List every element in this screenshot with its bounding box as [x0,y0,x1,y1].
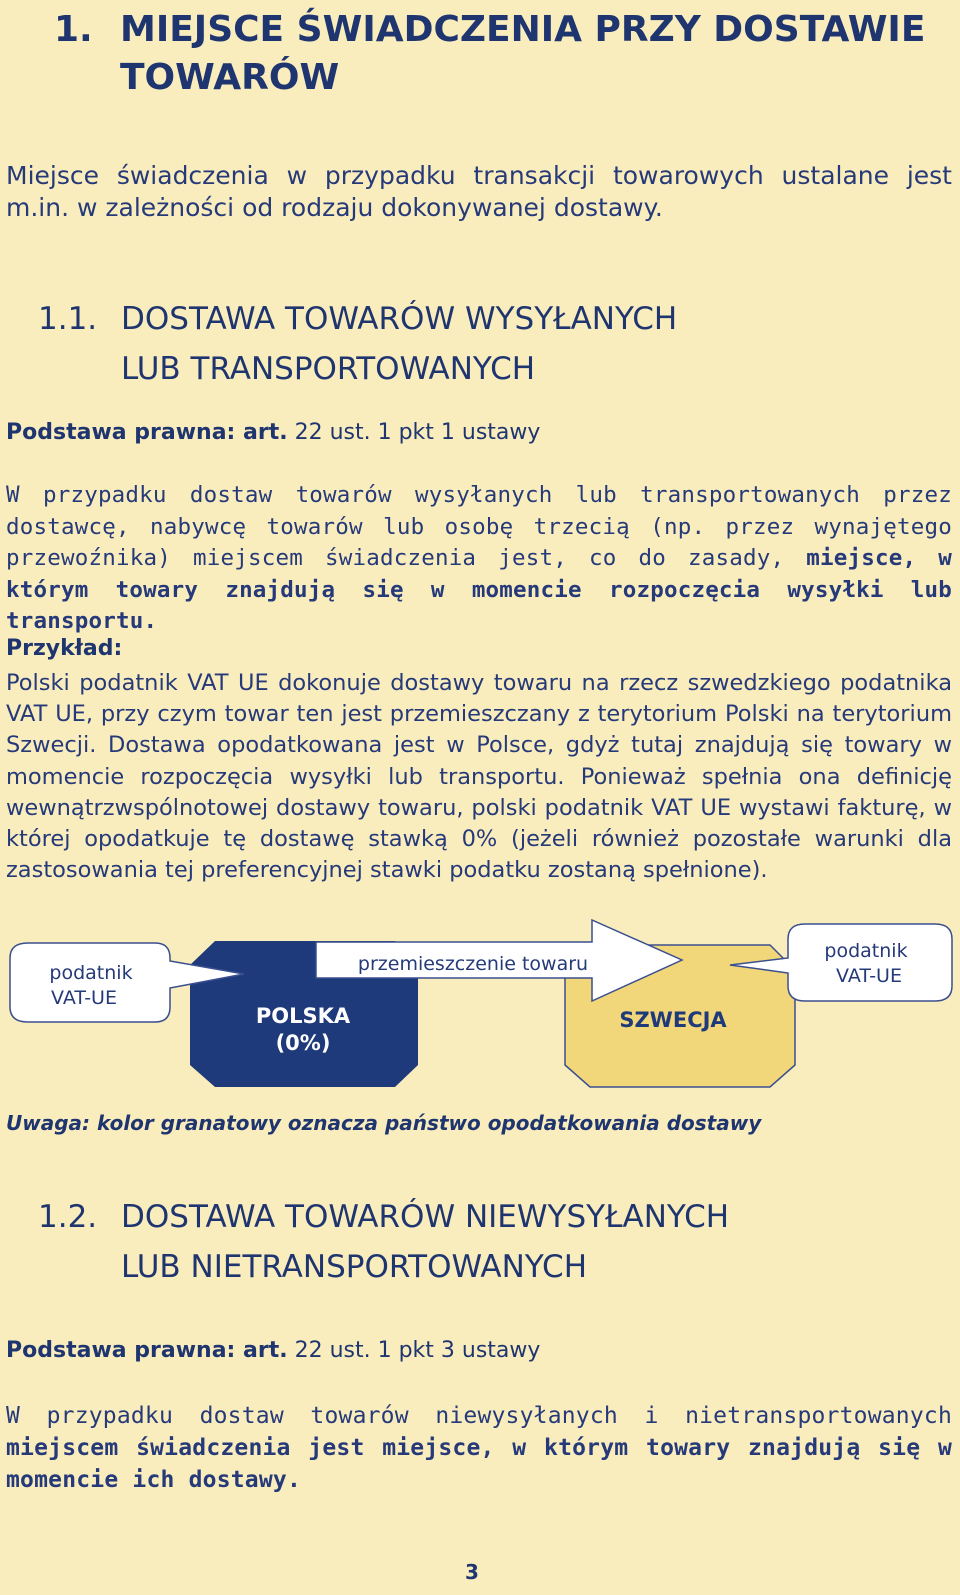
body-bold-text: miejscem świadczenia jest miejsce, w którym towary znajdują się w momencie ich dostawy. [6,1435,952,1493]
section-title-line2: LUB TRANSPORTOWANYCH [121,351,536,387]
right-bubble-line1: podatnik [824,940,908,962]
page-number: 3 [465,1560,479,1584]
legal-basis-ref: 22 ust. 1 pkt 3 ustawy [294,1338,541,1363]
section-1-1-heading [38,294,677,394]
left-bubble-line2: VAT-UE [51,987,117,1009]
intro-paragraph: Miejsce świadczenia w przypadku transakcji towarowych ustalane jest m.in. w zależności od rodzaju dokonywanej dostawy. [6,161,952,222]
arrow-label: przemieszczenie towaru [357,953,589,975]
diagram-note: Uwaga: kolor granatowy oznacza państwo opodatkowania dostawy [6,1111,762,1135]
section-1-2-heading [38,1192,729,1292]
chapter-title-line2: TOWARÓW [120,57,340,98]
legal-basis-prefix: Podstawa prawna: art. [6,1338,288,1363]
section-1-1-body [6,480,952,638]
legal-basis-prefix: Podstawa prawna: art. [6,420,288,445]
section-number: 1.1. [38,301,98,337]
example-paragraph: Polski podatnik VAT UE dokonuje dostawy towaru na rzecz szwedzkiego podatnika VAT UE, przy czym towar ten jest przemieszczany z terytorium Polski na terytorium Szwecji. Dostawa opodatkowana jest w Polsce, gdyż tutaj znajdują się towary w momencie rozpoczęcia wysyłki lub transportu. Ponieważ spełnia ona definicję wewnątrzwspólnotowej dostawy towaru, polski podatnik VAT UE wystawi fakturę, w której opodatkuje tę dostawę stawką 0% (jeżeli również pozostałe warunki dla zastosowania tej preferencyjnej stawki podatku zostaną spełnione). [6,670,952,884]
supply-diagram [0,915,960,1095]
section-number: 1.2. [38,1199,98,1235]
body-bold-text: miejsce, w którym towary znajdują się w momencie rozpoczęcia wysyłki lub transportu. [6,545,953,634]
sweden-label: SZWECJA [619,1008,727,1032]
legal-basis-2 [6,1336,540,1366]
chapter-title-line1: MIEJSCE ŚWIADCZENIA PRZY DOSTAWIE [120,9,926,50]
right-bubble-line2: VAT-UE [836,965,902,987]
example-label: Przykład: [6,636,123,661]
section-1-2-body [6,1400,952,1496]
section-title-line1: DOSTAWA TOWARÓW NIEWYSYŁANYCH [121,1199,730,1235]
chapter-heading [54,6,925,102]
chapter-number: 1. [54,9,93,50]
section-title-line1: DOSTAWA TOWARÓW WYSYŁANYCH [121,301,678,337]
poland-rate: (0%) [275,1031,331,1055]
poland-label: POLSKA [255,1004,351,1028]
body-normal-text: W przypadku dostaw towarów wysyłanych lub transportowanych przez dostawcę, nabywcę towarów lub osobę trzecią (np. przez wynajętego przewoźnika) miejscem świadczenia jest, co do zasady, [6,482,952,571]
legal-basis-1 [6,418,540,448]
legal-basis-ref: 22 ust. 1 pkt 1 ustawy [294,420,541,445]
section-title-line2: LUB NIETRANSPORTOWANYCH [121,1249,588,1285]
left-bubble-line1: podatnik [49,962,133,984]
body-normal-text: W przypadku dostaw towarów niewysyłanych i nietransportowanych [6,1403,952,1429]
